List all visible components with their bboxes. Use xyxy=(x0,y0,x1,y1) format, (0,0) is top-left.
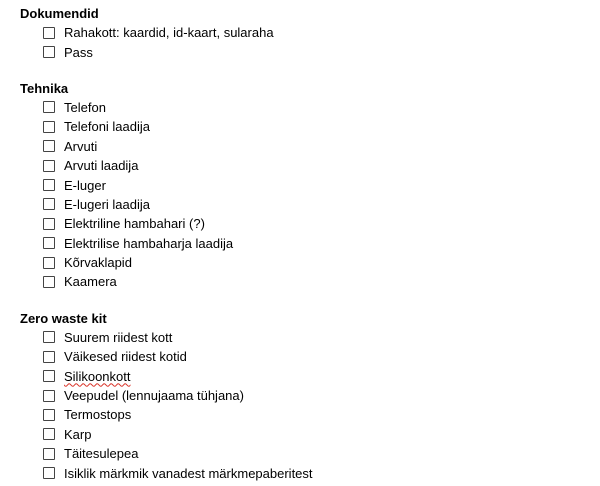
checkbox[interactable] xyxy=(43,370,55,382)
checkbox[interactable] xyxy=(43,46,55,58)
checkbox[interactable] xyxy=(43,448,55,460)
checklist-item xyxy=(20,156,590,175)
item-label: Rahakott: kaardid, id-kaart, sularaha xyxy=(64,25,274,41)
checklist-item xyxy=(20,347,590,366)
item-label: Täitesulepea xyxy=(64,446,139,462)
document-body xyxy=(20,6,590,483)
section-tehnika xyxy=(20,81,590,292)
item-label: Kaamera xyxy=(64,274,117,290)
section-heading: Zero waste kit xyxy=(20,310,107,326)
item-label-spellcheck-flagged: Silikoonkott xyxy=(64,368,131,384)
item-label: Kõrvaklapid xyxy=(64,255,132,271)
item-label: Telefon xyxy=(64,99,106,115)
section-dokumendid xyxy=(20,6,590,62)
section-heading: Dokumendid xyxy=(20,6,99,21)
item-label: Veepudel (lennujaama tühjana) xyxy=(64,388,244,404)
section-zero-waste-kit xyxy=(20,311,590,483)
item-label: Arvuti laadija xyxy=(64,158,139,174)
item-label: Pass xyxy=(64,44,93,60)
checkbox[interactable] xyxy=(43,237,55,249)
item-label: E-lugeri laadija xyxy=(64,196,150,212)
checklist-item xyxy=(20,234,590,253)
item-label: Telefoni laadija xyxy=(64,119,151,135)
checkbox[interactable] xyxy=(43,428,55,440)
checkbox[interactable] xyxy=(43,351,55,363)
item-label: Isiklik märkmik vanadest märkmepaberitest xyxy=(64,465,313,481)
section-heading: Tehnika xyxy=(20,80,69,96)
checklist-item xyxy=(20,272,590,291)
item-label: Suurem riidest kott xyxy=(64,329,173,345)
checklist-item xyxy=(20,405,590,424)
checkbox[interactable] xyxy=(43,331,55,343)
checklist-item xyxy=(20,253,590,272)
checklist-item xyxy=(20,463,590,482)
checkbox[interactable] xyxy=(43,218,55,230)
item-label: Termostops xyxy=(64,407,132,423)
checklist-item xyxy=(20,195,590,214)
checklist xyxy=(20,328,590,483)
checkbox[interactable] xyxy=(43,101,55,113)
item-label: Arvuti xyxy=(64,138,98,154)
checkbox[interactable] xyxy=(43,198,55,210)
checkbox[interactable] xyxy=(43,257,55,269)
checklist-item xyxy=(20,175,590,194)
checkbox[interactable] xyxy=(43,276,55,288)
checklist-item xyxy=(20,42,590,61)
checklist xyxy=(20,98,590,292)
checkbox[interactable] xyxy=(43,27,55,39)
checklist-item xyxy=(20,444,590,463)
checklist-item xyxy=(20,117,590,136)
item-label: Elektriline hambahari (?) xyxy=(64,216,205,232)
checkbox[interactable] xyxy=(43,390,55,402)
checkbox[interactable] xyxy=(43,140,55,152)
checklist-item xyxy=(20,98,590,117)
checklist-item xyxy=(20,137,590,156)
checklist-item xyxy=(20,386,590,405)
checkbox[interactable] xyxy=(43,467,55,479)
item-label: Elektrilise hambaharja laadija xyxy=(64,235,234,251)
checkbox[interactable] xyxy=(43,409,55,421)
checklist-item xyxy=(20,23,590,42)
checkbox[interactable] xyxy=(43,160,55,172)
item-label: Karp xyxy=(64,426,92,442)
checkbox[interactable] xyxy=(43,179,55,191)
checklist-item xyxy=(20,214,590,233)
checklist-item xyxy=(20,366,590,385)
checklist xyxy=(20,23,590,62)
item-label: E-luger xyxy=(64,177,106,193)
checklist-item xyxy=(20,425,590,444)
item-label: Väikesed riidest kotid xyxy=(64,349,187,365)
checkbox[interactable] xyxy=(43,121,55,133)
checklist-item xyxy=(20,328,590,347)
